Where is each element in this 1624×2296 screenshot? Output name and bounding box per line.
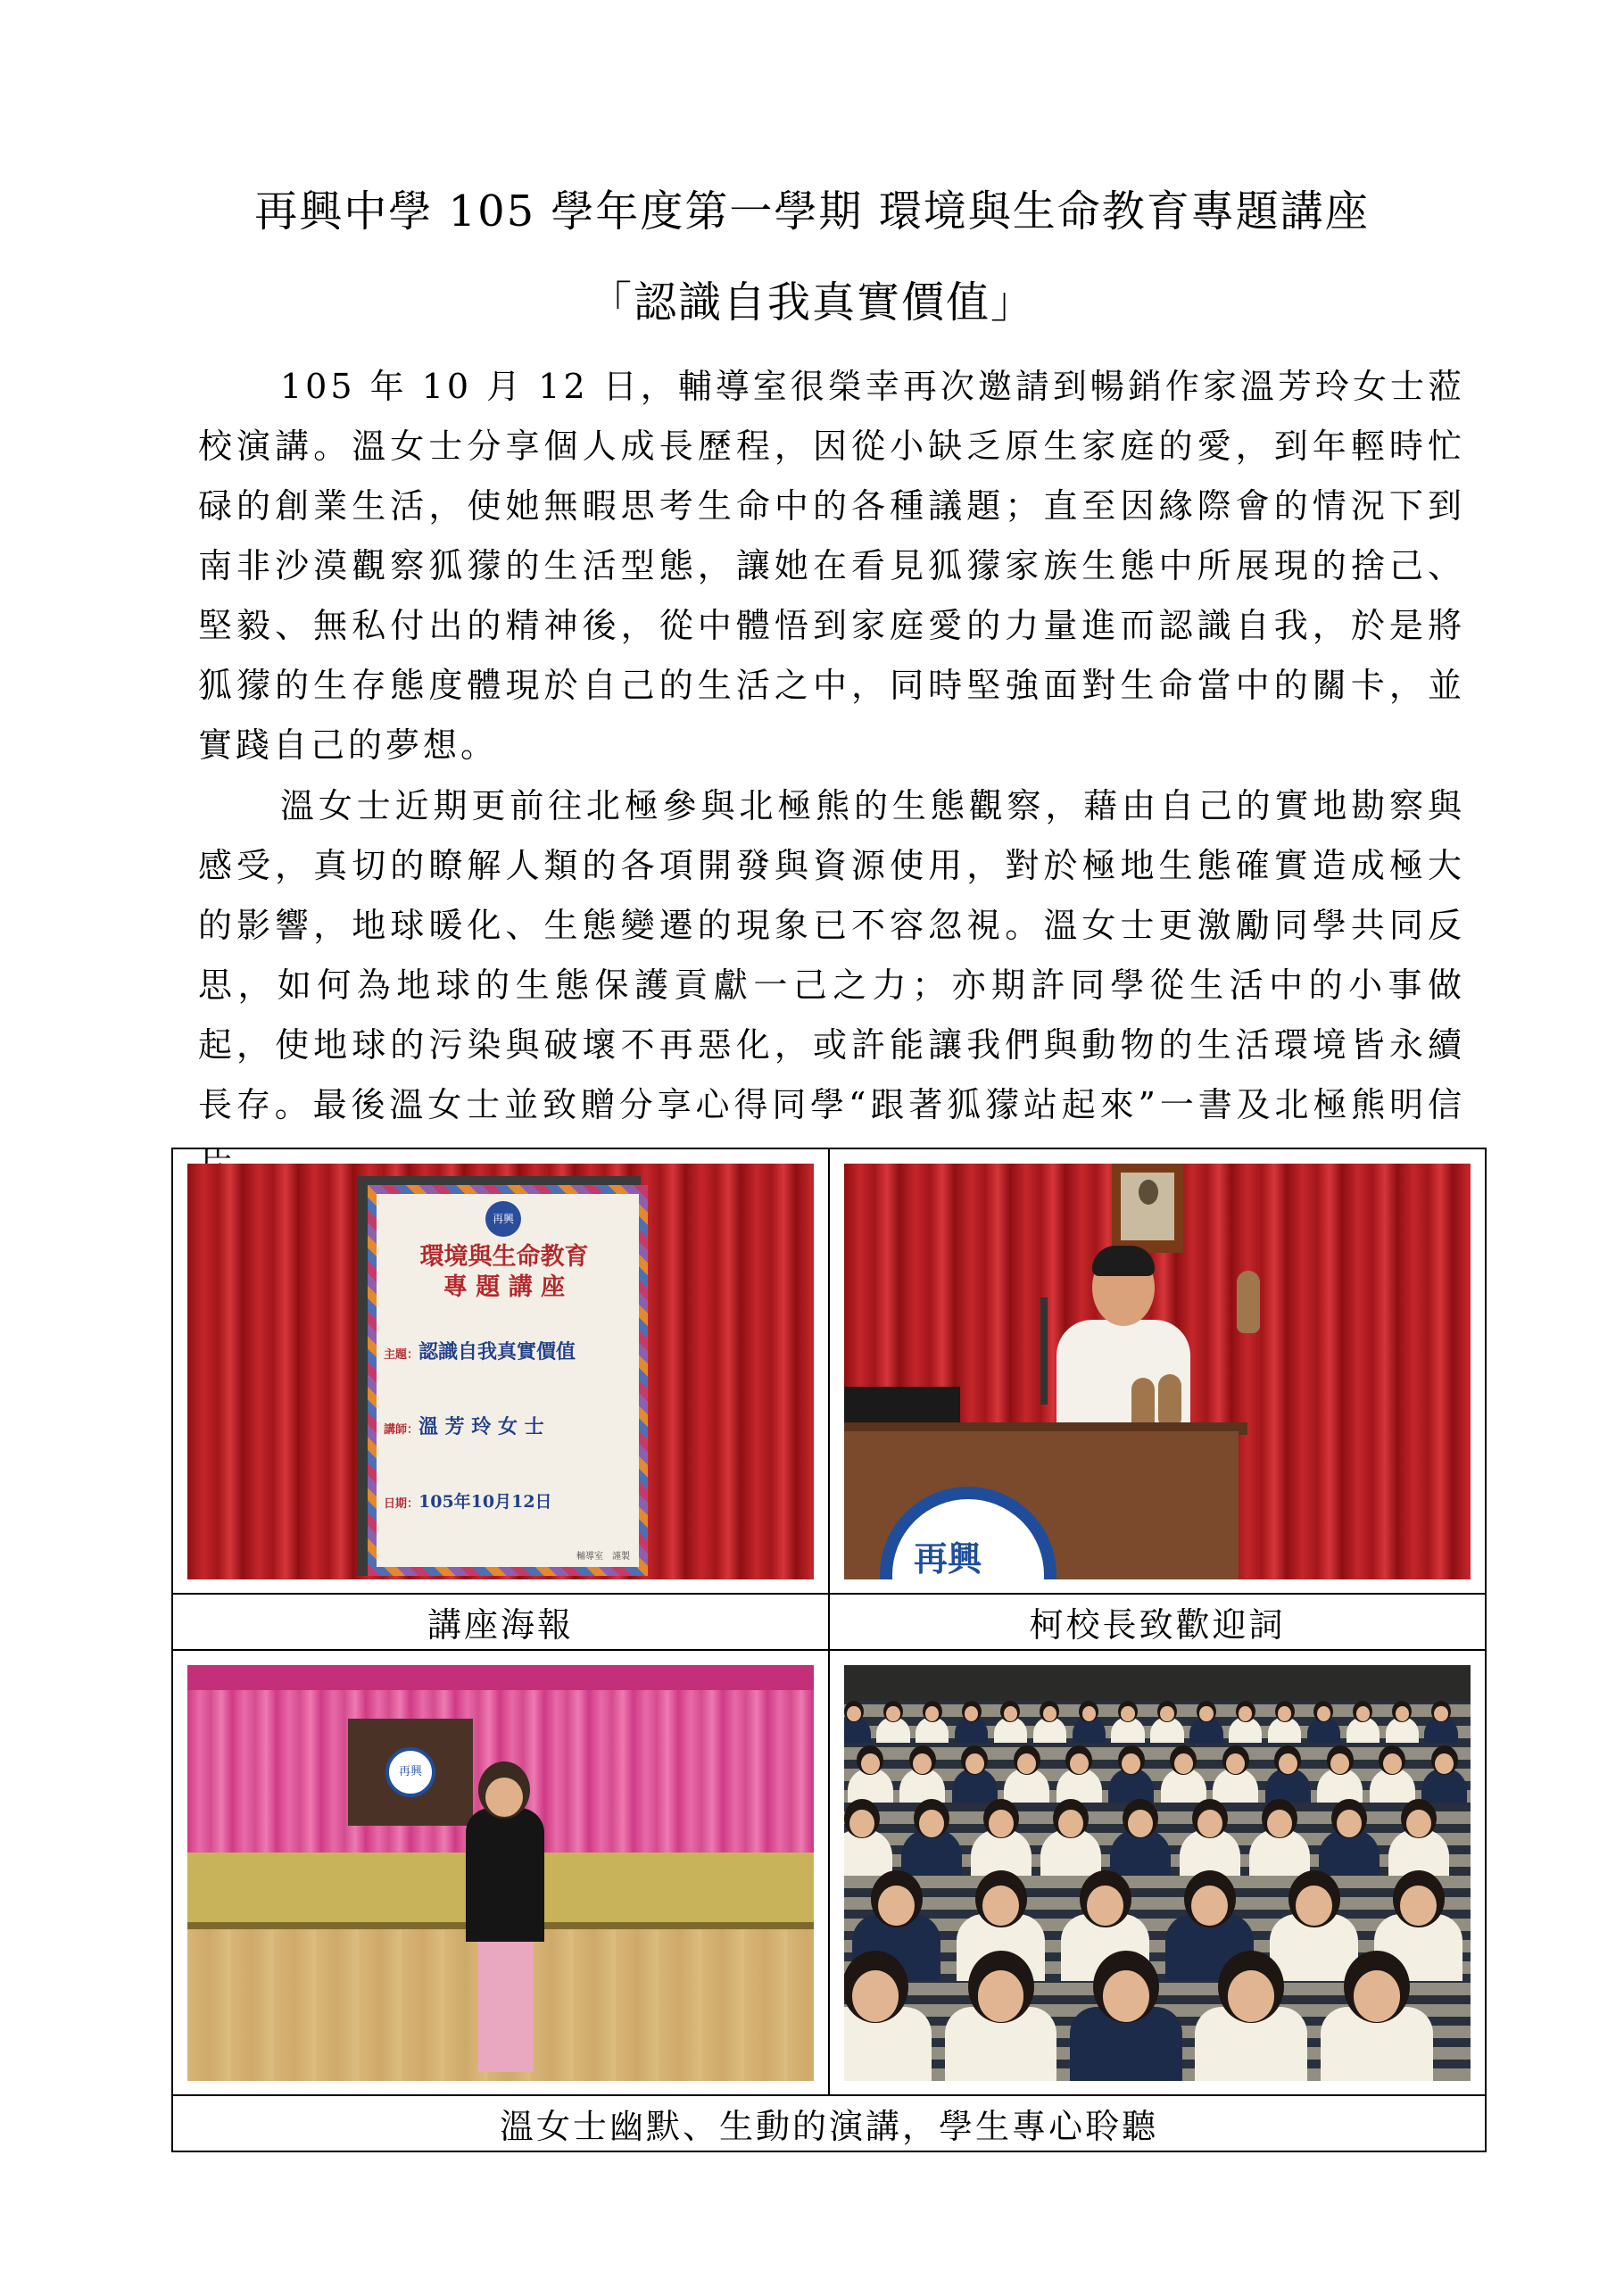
photo-principal-speech	[844, 1164, 1471, 1579]
photo-audience	[844, 1665, 1471, 2081]
paragraph-2: 溫女士近期更前往北極參與北極熊的生態觀察，藉由自己的實地勘察與感受，真切的瞭解人類的各項開發與資源使用，對於極地生態確實造成極大的影響，地球暖化、生態變遷的現象已不容忽視。溫女士更激勵同學共同反思，如何為地球的生態保護貢獻一己之力；亦期許同學從生活中的小事做起，使地球的污染與破壞不再惡化，或許能讓我們與動物的生活環境皆永續長存。最後溫女士並致贈分享心得同學“跟著狐獴站起來”一書及北極熊明信	[198, 786, 1465, 1124]
photo-lecture-poster	[187, 1164, 814, 1579]
caption-poster: 講座海報	[172, 1594, 829, 1650]
photo-cell-principal	[829, 1148, 1486, 1594]
poster-date-label: 日期：	[384, 1496, 419, 1511]
poster-topic: 認識自我真實價值	[418, 1339, 576, 1364]
photo-cell-audience	[829, 1650, 1486, 2095]
poster-sign: 輔導室 謹製	[576, 1551, 630, 1562]
document-subtitle: 「認識自我真實價值」	[588, 278, 1035, 327]
microphone-stand	[1040, 1297, 1048, 1405]
paragraph-2-container	[198, 776, 1465, 1195]
portrait-frame	[1112, 1164, 1183, 1253]
photo-speaker	[187, 1665, 814, 2081]
poster-speaker-label: 講師：	[384, 1422, 419, 1437]
school-logo-icon: 再興	[485, 1201, 521, 1237]
poster-date: 105年10月12日	[418, 1491, 552, 1512]
caption-bottom: 溫女士幽默、生動的演講，學生專心聆聽	[172, 2095, 1486, 2151]
photo-table	[171, 1148, 1487, 2152]
poster-topic-label: 主題：	[384, 1347, 419, 1362]
poster-title: 環境與生命教育 專 題 講 座	[419, 1242, 589, 1301]
lectern-logo-icon: 再興	[385, 1747, 435, 1797]
photo-cell-speaker	[172, 1650, 829, 2095]
poster-speaker: 溫 芳 玲 女 士	[418, 1414, 544, 1438]
paragraph-1: 105 年 10 月 12 日，輔導室很榮幸再次邀請到暢銷作家溫芳玲女士蒞校演講。溫女士分享個人成長歷程，因從小缺乏原生家庭的愛，到年輕時忙碌的創業生活，使她無暇思考生命中的各種議題；直至因緣際會的情況下到南非沙漠觀察狐獴的生活型態，讓她在看見狐獴家族生態中所展現的捨己、堅毅、無私付出的精神後，從中體悟到家庭愛的力量進而認識自我，於是將狐獴的生存態度體現於自己的生活之中，同時堅強面對生命當中的關卡，並實踐自己的夢想。	[198, 367, 1465, 765]
poster-board	[368, 1185, 648, 1576]
paragraph-1-container	[198, 357, 1465, 775]
meerkat-toy-icon	[1237, 1271, 1260, 1333]
poster-topic-row	[384, 1337, 625, 1364]
poster-speaker-row	[384, 1412, 625, 1439]
meerkat-toy-icon	[1158, 1374, 1181, 1426]
poster-date-row	[384, 1488, 625, 1513]
caption-principal: 柯校長致歡迎詞	[829, 1594, 1486, 1650]
speaker-figure	[466, 1808, 544, 1942]
photo-cell-poster	[172, 1148, 829, 1594]
podium-logo-text: 再興	[914, 1538, 982, 1579]
document-title: 再興中學 105 學年度第一學期 環境與生命教育專題講座	[254, 186, 1370, 236]
